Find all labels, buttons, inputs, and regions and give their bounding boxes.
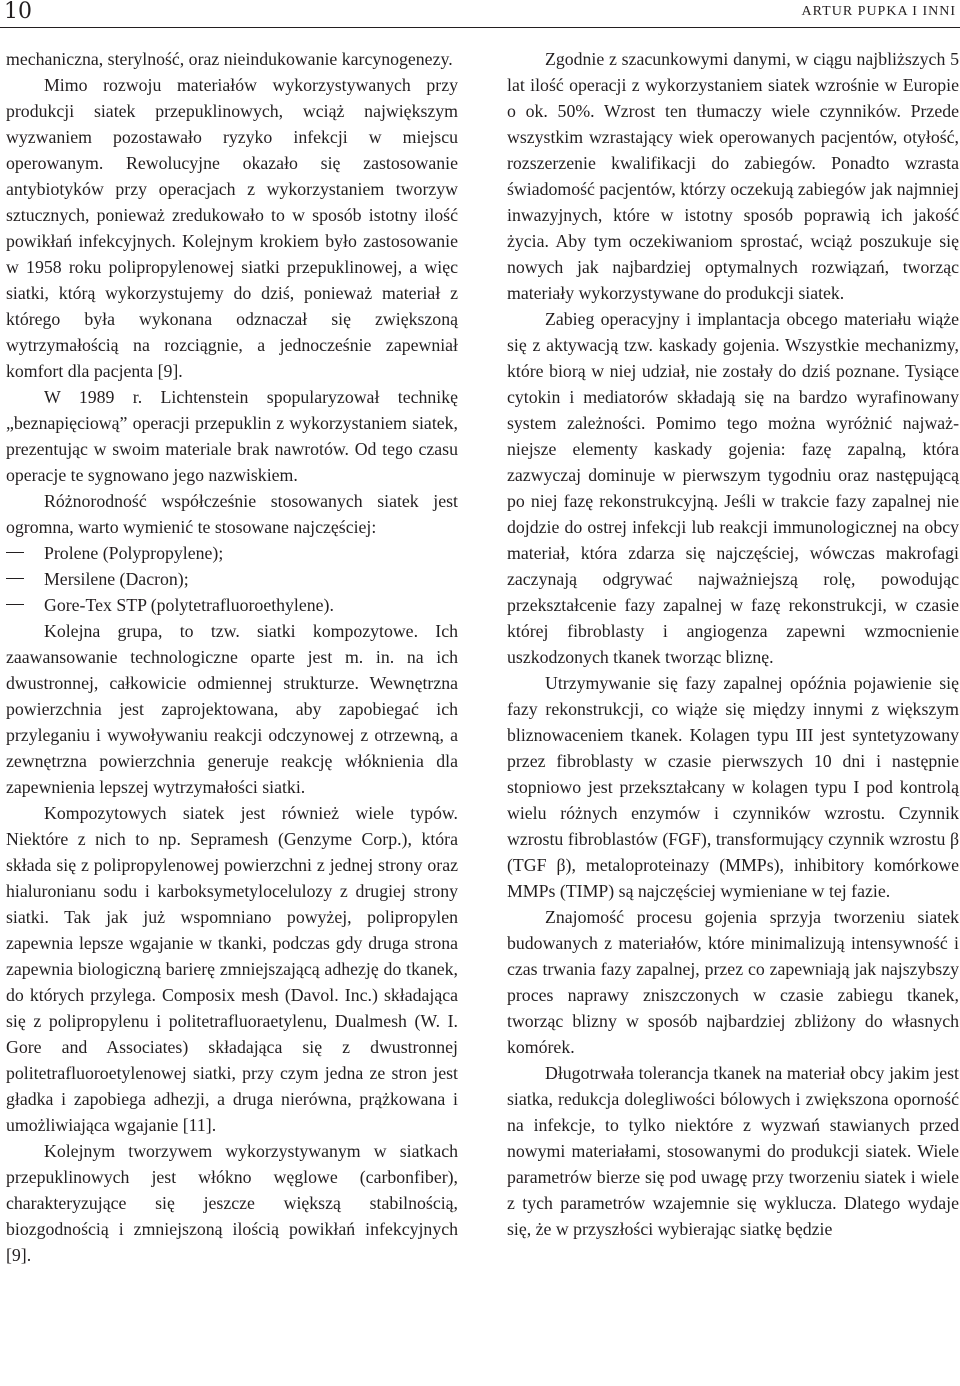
paragraph: Długotrwała tolerancja tkanek na materiał obcy jakim jest siatka, redukcja dolegliwości bólowych i zwiększona oporność na infekcje, to tylko niektóre z wyzwań stawianych przed nowymi materiałami, stosowanymi do produkcji siatek. Wiele parametrów bierze się pod uwagę przy tworzeniu siatek i wiele z tych parametrów wzajemnie się wyklucza. Dlatego wydaje się, że w przyszłości wybierając siatkę będzie — [507, 1063, 959, 1239]
paragraph: Kolejna grupa, to tzw. siatki kompozytowe. Ich zaawansowanie technologiczne oparte jest m. in. na ich dwustronnej, całkowicie odmiennej strukturze. Wewnętrzna powierzchnia jest zaprojektowana, aby zapobiegać ich przyleganiu i wywoływaniu reakcji odczynowej z otrzewną, a zewnętrzna powierzchnia generuje reakcję włóknienia dla zapewnienia lepszej wytrzymałości siatki. — [6, 621, 458, 797]
paragraph: Różnorodność współcześnie stosowanych siatek jest ogromna, warto wymienić te stosowane najczęściej: — [6, 491, 458, 537]
left-column — [6, 46, 458, 1268]
paragraph: Znajomość procesu gojenia sprzyja tworzeniu siatek budowanych z materiałów, które minimalizują intensywność i czas trwania fazy zapalnej, przez co zapewniają jak najszybszy proces naprawy zniszczonych w czasie zabiegu tkanek, tworząc blizny w sposób najbardziej zbliżony do własnych komórek. — [507, 907, 959, 1057]
list-item-text: Mersilene (Dacron); — [44, 569, 189, 589]
right-column — [507, 46, 959, 1242]
mesh-list — [6, 540, 458, 618]
dash-bullet — [6, 578, 24, 579]
list-item-text: Gore-Tex STP (polytetrafluoroethylene). — [44, 595, 334, 615]
page-number: 10 — [4, 0, 32, 24]
running-head: ARTUR PUPKA I INNI — [801, 4, 956, 19]
paragraph: W 1989 r. Lichtenstein spopularyzował technikę „beznapięciową” operacji przepuklin z wykorzystaniem siatek, prezentując w swoim materiale brak nawrotów. Od tego czasu operacje te sygnowano jego nazwiskiem. — [6, 387, 458, 485]
page-header — [0, 0, 960, 26]
list-item — [6, 540, 458, 566]
paragraph: mechaniczna, sterylność, oraz nieindukowanie karcynogenezy. — [6, 49, 453, 69]
list-item — [6, 592, 458, 618]
paragraph: Utrzymywanie się fazy zapalnej opóźnia pojawienie się fazy rekonstrukcji, co wiąże się między innymi z większym bliznowaceniem tkanek. Kolagen typu III jest syntetyzowany przez fibroblasty w czasie pierwszych 10 dni i następnie stopniowo jest przekształcany w kolagen typu I pod kontrolą wielu różnych enzymów i czynników wzrostu. Czynnik wzrostu fibroblastów (FGF), transformujący czynnik wzrostu β (TGF β), metaloproteinazy (MMPs), inhibitory komórkowe MMPs (TIMP) są najczęściej wymieniane w tej fazie. — [507, 673, 959, 901]
paragraph: Kolejnym tworzywem wykorzystywanym w siatkach przepuklinowych jest włókno węglowe (carbonfiber), charakteryzujące się jeszcze większą stabilnością, biozgodnością i zmniejszoną ilością powikłań infekcyjnych [9]. — [6, 1141, 458, 1265]
paragraph: Kompozytowych siatek jest również wiele typów. Niektóre z nich to np. Sepramesh (Genzyme Corp.), która składa się z polipropylenowej powierzchni z jednej strony oraz hialuronianu sodu i karboksymetylocelulozy z drugiej strony siatki. Tak jak już wspomniano powyżej, polipropylen zapewnia lepsze wgajanie w tkanki, podczas gdy druga strona zapewnia biologiczną barierę zmniejszającą adhezję do tkanek, do których przylega. Composix mesh (Davol. Inc.) składająca się z polipropylenu i politetrafluoraetylenu, Dualmesh (W. I. Gore and Associates) składająca się z dwustronnej politetrafluoroetylenowej siatki, przy czym jedna ze stron jest gładka i zapobiega adhezji, a druga nierówna, prążkowana i umożliwiająca wgajanie [11]. — [6, 803, 458, 1135]
paragraph: Mimo rozwoju materiałów wykorzystywanych przy produkcji siatek przepuklinowych, wciąż największym wyzwaniem pozostawało ryzyko infekcji w miejscu operowanym. Rewolucyjne okazało się zastosowanie antybiotyków przy operacjach z wykorzystaniem tworzyw sztucznych, ponieważ zredukowało to w sposób istotny ilość powikłań infekcyjnych. Kolejnym krokiem było zastosowanie w 1958 roku polipropylenowej siatki przepuklinowej, a więc siatki, którą wykorzystujemy do dziś, ponieważ materiał z którego była wykonana odznaczał się zwiększoną wytrzymałością na rozciągnie, a jednocześnie zapewniał komfort dla pacjenta [9]. — [6, 75, 458, 381]
list-item — [6, 566, 458, 592]
paragraph: Zgodnie z szacunkowymi danymi, w ciągu najbliższych 5 lat ilość operacji z wykorzystaniem siatek wzrośnie w Europie o ok. 50%. Wzrost ten tłumaczy wiele czynników. Przede wszystkim wzrastający wiek operowanych pacjentów, otyłość, rozszerzenie kwalifikacji do zabiegów. Ponadto wzrasta świadomość pacjentów, którzy oczekują zabiegów jak najmniej inwazyjnych, które w istotny sposób poprawią ich jakość życia. Aby tym oczekiwaniom sprostać, wciąż poszukuje się nowych jak najbardziej optymalnych rozwiązań, tworząc materiały wykorzystywane do produkcji siatek. — [507, 49, 959, 303]
dash-bullet — [6, 552, 24, 553]
dash-bullet — [6, 604, 24, 605]
header-rule — [0, 27, 960, 28]
list-item-text: Prolene (Polypropylene); — [44, 543, 224, 563]
paragraph: Zabieg operacyjny i implantacja obcego materiału wiąże się z aktywacją tzw. kaskady gojenia. Wszystkie mechanizmy, które biorą w niej udział, nie zostały do dziś poznane. Tysiące cytokin i mediatorów składają się na bardzo wyrafinowany system zależności. Pomimo tego można wyróżnić najważniejsze elementy kaskady gojenia: fazę zapalną, która zazwyczaj dominuje w pierwszym tygodniu oraz następującą po niej fazę rekonstrukcyjną. Jeśli w trakcie fazy zapalnej nie dojdzie do ostrej infekcji lub reakcji immunologicznej na obcy materiał, która zdarza się najczęściej, wówczas makrofagi zaczynają odgrywać najważniejszą rolę, powodując przekształcenie fazy zapalnej w fazę rekonstrukcji, w czasie której fibroblasty i angiogenza zapewni wzmocnienie uszkodzonych tkanek tworząc bliznę. — [507, 309, 959, 667]
